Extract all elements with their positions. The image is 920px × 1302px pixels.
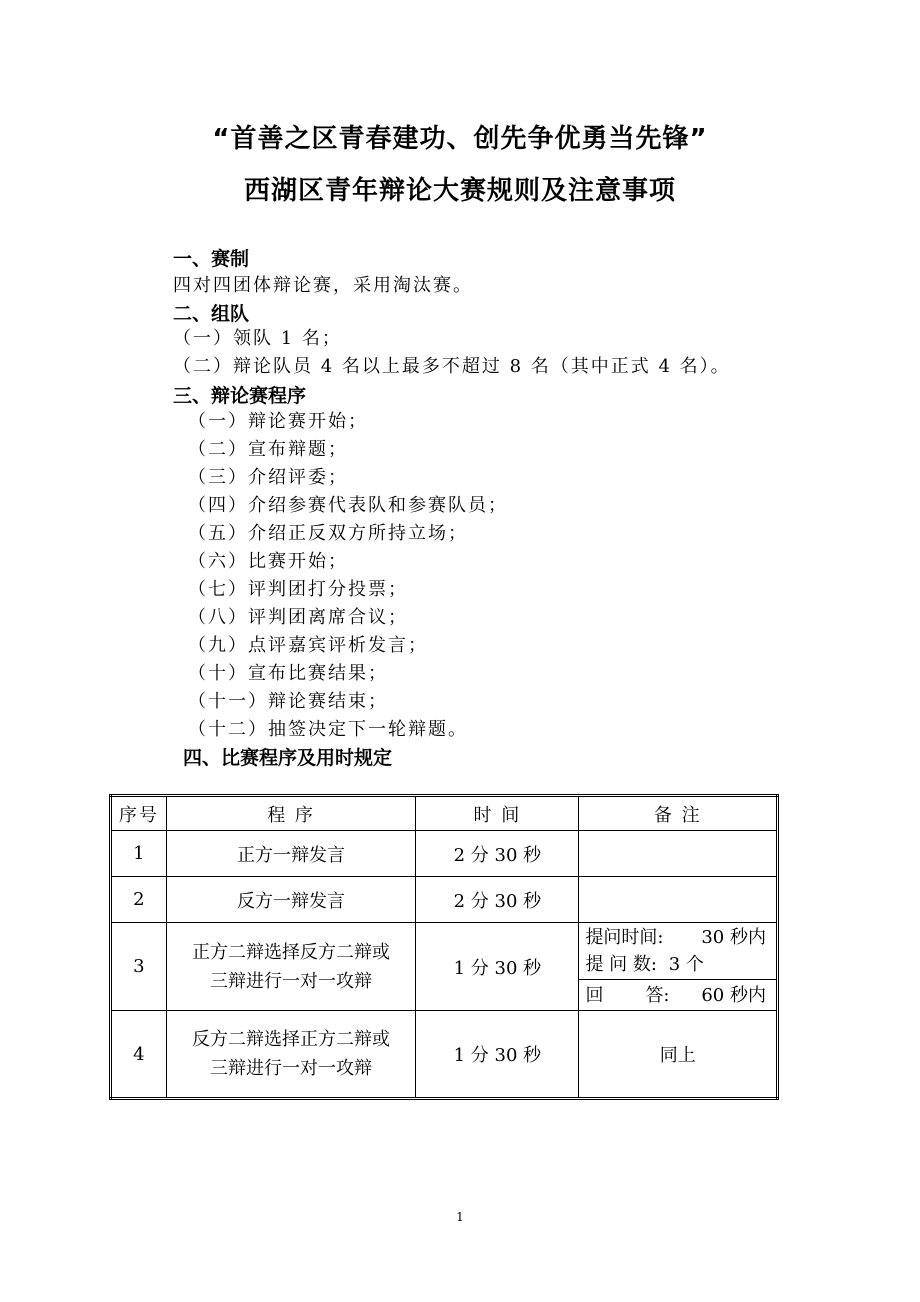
section-heading-procedure: 三、辩论赛程序	[173, 385, 307, 407]
cell-no: 2	[111, 877, 167, 923]
procedure-item: （五）介绍正反双方所持立场；	[188, 523, 468, 544]
procedure-item: （九）点评嘉宾评析发言；	[188, 635, 428, 656]
note-value: 3 个	[668, 954, 704, 975]
procedure-item: （四）介绍参赛代表队和参赛队员；	[188, 495, 508, 516]
procedure-item: （十二）抽签决定下一轮辩题。	[188, 719, 468, 740]
procedure-item: （十）宣布比赛结果；	[188, 663, 388, 684]
note-label: 提 问 数:	[585, 954, 657, 975]
cell-note: 同上	[579, 1011, 778, 1099]
cell-note-answer	[579, 980, 778, 1011]
table-row	[111, 1011, 778, 1099]
team-item: （二）辩论队员 4 名以上最多不超过 8 名（其中正式 4 名）。	[173, 356, 731, 377]
table-row	[111, 831, 778, 877]
cell-time: 2 分 30 秒	[416, 877, 579, 923]
note-value: 60 秒内	[701, 984, 766, 1006]
procedure-item: （十一）辩论赛结束；	[188, 691, 388, 712]
page-number: 1	[456, 1210, 464, 1224]
cell-procedure: 正方一辩发言	[166, 831, 416, 877]
procedure-item: （二）宣布辩题；	[188, 439, 348, 460]
note-question-time	[585, 924, 776, 951]
cell-note	[579, 877, 778, 923]
procedure-line: 反方二辩选择正方二辩或	[192, 1029, 391, 1050]
document-title-line-2: 西湖区青年辩论大赛规则及注意事项	[243, 176, 676, 206]
procedure-line: 三辩进行一对一攻辩	[210, 1058, 373, 1079]
cell-time: 1 分 30 秒	[416, 1011, 579, 1099]
cell-note	[579, 831, 778, 877]
header-time: 时 间	[416, 796, 579, 831]
procedure-item: （八）评判团离席合议；	[188, 607, 408, 628]
cell-no: 4	[111, 1011, 167, 1099]
cell-time: 2 分 30 秒	[416, 831, 579, 877]
timing-table	[109, 794, 779, 1100]
cell-procedure: 反方一辩发言	[166, 877, 416, 923]
document-title-line-1: “首善之区青春建功、创先争优勇当先锋”	[212, 124, 708, 154]
note-value: 30 秒内	[701, 927, 766, 948]
section-heading-format: 一、赛制	[173, 248, 250, 270]
section-heading-timing: 四、比赛程序及用时规定	[183, 747, 393, 769]
cell-procedure	[166, 1011, 416, 1099]
section-text-format: 四对四团体辩论赛，采用淘汰赛。	[173, 275, 473, 296]
procedure-item: （三）介绍评委；	[188, 467, 348, 488]
section-heading-team: 二、组队	[173, 303, 250, 325]
note-question-count	[585, 951, 776, 978]
table-row	[111, 923, 778, 980]
note-label: 提问时间:	[585, 927, 664, 948]
procedure-item: （七）评判团打分投票；	[188, 579, 408, 600]
cell-no: 3	[111, 923, 167, 1011]
cell-procedure	[166, 923, 416, 1011]
header-no: 序号	[111, 796, 167, 831]
note-answer	[585, 982, 776, 1009]
cell-note-question	[579, 923, 778, 980]
note-label: 回	[585, 984, 604, 1006]
table-header-row	[111, 796, 778, 831]
table-row	[111, 877, 778, 923]
team-item: （一）领队 1 名；	[173, 328, 342, 349]
procedure-line: 三辩进行一对一攻辩	[210, 970, 373, 992]
procedure-item: （一）辩论赛开始；	[188, 411, 368, 432]
cell-no: 1	[111, 831, 167, 877]
procedure-line: 正方二辩选择反方二辩或	[192, 941, 391, 963]
procedure-item: （六）比赛开始；	[188, 551, 348, 572]
cell-time: 1 分 30 秒	[416, 923, 579, 1011]
note-label: 答:	[645, 984, 670, 1006]
header-procedure: 程 序	[166, 796, 416, 831]
header-note: 备 注	[579, 796, 778, 831]
